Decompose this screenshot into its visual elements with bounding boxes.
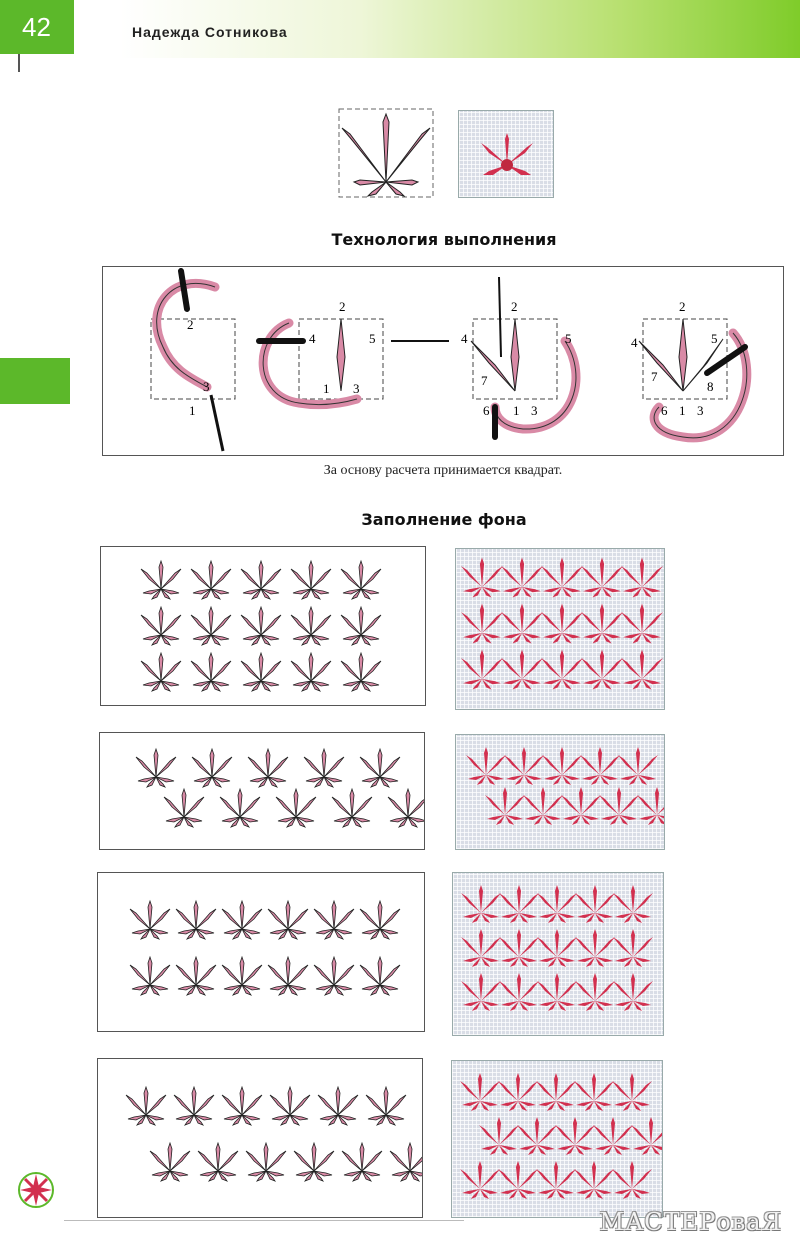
stitch-star — [388, 789, 424, 827]
stitch-star — [542, 747, 582, 785]
watermark: МАСТЕРоваЯ — [599, 1208, 782, 1236]
stitch-star — [268, 957, 308, 995]
stitch-star — [499, 885, 539, 923]
stitch-star — [192, 749, 232, 787]
stitch-star — [479, 1117, 519, 1155]
stitch-star — [268, 901, 308, 939]
stitch-star — [314, 957, 354, 995]
stitch-star — [574, 1161, 614, 1199]
page-tab-line — [18, 54, 20, 72]
fabric-sample — [458, 110, 554, 198]
step4-label-3: 3 — [697, 403, 704, 418]
background-fill-title: Заполнение фона — [361, 510, 527, 529]
stitch-star — [555, 1117, 595, 1155]
technology-box — [102, 266, 784, 456]
stitch-star — [613, 885, 653, 923]
pattern-diagram-2 — [99, 732, 425, 850]
footer-line — [64, 1220, 464, 1221]
stitch-star — [461, 604, 503, 644]
stitch-star — [241, 653, 281, 691]
header-band — [0, 0, 800, 58]
stitch-diagram — [338, 108, 434, 198]
step3-label-3: 3 — [531, 403, 538, 418]
pattern-sample-svg-1 — [456, 549, 664, 709]
stitch-star — [461, 558, 503, 598]
stitch-star — [618, 747, 658, 785]
stitch-star — [314, 901, 354, 939]
stitch-star — [360, 901, 400, 939]
stitch-star — [574, 1073, 614, 1111]
stitch-star — [621, 650, 663, 690]
step3-label-5: 5 — [565, 331, 572, 346]
stitch-star — [541, 650, 583, 690]
stitch-star — [612, 1073, 652, 1111]
stitch-star — [222, 901, 262, 939]
stitch-star — [276, 789, 316, 827]
step-3 — [461, 277, 576, 437]
stitch-star — [246, 1143, 286, 1181]
pattern-diagram-1 — [100, 546, 426, 706]
technology-title: Технология выполнения — [331, 230, 557, 249]
stitch-star — [536, 1161, 576, 1199]
star-logo-icon — [16, 1170, 56, 1210]
step2-label-1: 1 — [323, 381, 330, 396]
step4-label-1: 1 — [679, 403, 686, 418]
stitch-star — [501, 604, 543, 644]
stitch-star — [498, 1161, 538, 1199]
stitch-star — [366, 1087, 406, 1125]
stitch-star — [342, 114, 430, 196]
step4-label-6: 6 — [661, 403, 668, 418]
side-tab — [0, 358, 70, 404]
stitch-star — [499, 929, 539, 967]
stitch-sample — [459, 111, 555, 199]
stitch-star — [460, 1161, 500, 1199]
stitch-star — [485, 787, 525, 825]
stitch-star — [191, 653, 231, 691]
stitch-star — [191, 561, 231, 599]
stitch-star — [466, 747, 506, 785]
stitch-star — [341, 561, 381, 599]
stitch-star — [136, 749, 176, 787]
stitch-star — [270, 1087, 310, 1125]
step2-label-2: 2 — [339, 299, 346, 314]
stitch-star — [126, 1087, 166, 1125]
stitch-star — [517, 1117, 557, 1155]
pattern-diagram-svg-2 — [100, 733, 424, 849]
stitch-star — [461, 650, 503, 690]
stitch-star — [575, 929, 615, 967]
step4-label-5: 5 — [711, 331, 718, 346]
stitch-star — [198, 1143, 238, 1181]
step-4 — [631, 299, 747, 438]
stitch-star — [342, 1143, 382, 1181]
stitch-star — [294, 1143, 334, 1181]
pattern-diagram-svg-1 — [101, 547, 425, 705]
pattern-sample-svg-2 — [456, 735, 664, 849]
pattern-diagram-4 — [97, 1058, 423, 1218]
stitch-star — [222, 1087, 262, 1125]
step3-label-6: 6 — [483, 403, 490, 418]
stitch-star — [130, 957, 170, 995]
stitch-star — [593, 1117, 633, 1155]
stitch-star — [222, 957, 262, 995]
stitch-star — [130, 901, 170, 939]
stitch-star — [541, 604, 583, 644]
stitch-star — [248, 749, 288, 787]
stitch-star — [613, 973, 653, 1011]
stitch-star — [291, 653, 331, 691]
stitch-star — [176, 957, 216, 995]
stitch-star — [174, 1087, 214, 1125]
stitch-star — [164, 789, 204, 827]
stitch-star — [390, 1143, 422, 1181]
stitch-star — [332, 789, 372, 827]
step2-label-5: 5 — [369, 331, 376, 346]
stitch-star — [291, 607, 331, 645]
stitch-star — [360, 957, 400, 995]
stitch-star — [318, 1087, 358, 1125]
step4-label-7: 7 — [651, 369, 658, 384]
stitch-star — [461, 885, 501, 923]
step3-label-1: 1 — [513, 403, 520, 418]
stitch-star — [461, 929, 501, 967]
step1-label-2: 2 — [187, 317, 194, 332]
stitch-star — [191, 607, 231, 645]
step-2 — [259, 299, 449, 405]
step2-label-3: 3 — [353, 381, 360, 396]
stitch-star — [360, 749, 400, 787]
stitch-star — [523, 787, 563, 825]
stitch-star — [141, 561, 181, 599]
stitch-star — [460, 1073, 500, 1111]
step4-label-8: 8 — [707, 379, 714, 394]
author-name: Надежда Сотникова — [132, 24, 288, 40]
technology-caption: За основу расчета принимается квадрат. — [323, 463, 563, 478]
stitch-star — [621, 604, 663, 644]
stitch-star — [501, 558, 543, 598]
stitch-star — [341, 653, 381, 691]
stitch-star — [504, 747, 544, 785]
pattern-diagram-svg-4 — [98, 1059, 422, 1217]
step1-label-3: 3 — [203, 379, 210, 394]
stitch-star — [461, 973, 501, 1011]
stitch-star — [536, 1073, 576, 1111]
stitch-star — [613, 929, 653, 967]
page-number: 42 — [0, 0, 74, 54]
pattern-diagram-svg-3 — [98, 873, 424, 1031]
stitch-star — [575, 973, 615, 1011]
stitch-star — [631, 1117, 662, 1155]
pattern-sample-1 — [455, 548, 665, 710]
stitch-star — [621, 558, 663, 598]
step-1 — [151, 271, 235, 451]
stitch-star — [599, 787, 639, 825]
stitch-star — [304, 749, 344, 787]
step3-label-2: 2 — [511, 299, 518, 314]
stitch-star — [291, 561, 331, 599]
stitch-star — [341, 607, 381, 645]
step2-label-4: 4 — [309, 331, 316, 346]
stitch-star — [537, 929, 577, 967]
step1-label-1: 1 — [189, 403, 196, 418]
stitch-star — [176, 901, 216, 939]
pattern-sample-2 — [455, 734, 665, 850]
pattern-diagram-3 — [97, 872, 425, 1032]
step3-label-4: 4 — [461, 331, 468, 346]
stitch-star — [498, 1073, 538, 1111]
pattern-sample-svg-3 — [453, 873, 663, 1035]
stitch-star — [499, 973, 539, 1011]
stitch-star — [581, 558, 623, 598]
stitch-star — [241, 607, 281, 645]
technology-steps — [103, 267, 783, 455]
stitch-star — [580, 747, 620, 785]
stitch-star — [141, 607, 181, 645]
step4-label-4: 4 — [631, 335, 638, 350]
step3-label-7: 7 — [481, 373, 488, 388]
pattern-sample-svg-4 — [452, 1061, 662, 1217]
pattern-sample-4 — [451, 1060, 663, 1218]
stitch-star — [241, 561, 281, 599]
stitch-star — [141, 653, 181, 691]
stitch-star — [220, 789, 260, 827]
pattern-sample-3 — [452, 872, 664, 1036]
stitch-star — [581, 650, 623, 690]
stitch-star — [575, 885, 615, 923]
stitch-star — [637, 787, 664, 825]
stitch-star — [612, 1161, 652, 1199]
step4-label-2: 2 — [679, 299, 686, 314]
stitch-star — [561, 787, 601, 825]
stitch-star — [501, 650, 543, 690]
stitch-star — [581, 604, 623, 644]
stitch-star — [541, 558, 583, 598]
stitch-star — [537, 973, 577, 1011]
stitch-star — [537, 885, 577, 923]
stitch-star — [150, 1143, 190, 1181]
